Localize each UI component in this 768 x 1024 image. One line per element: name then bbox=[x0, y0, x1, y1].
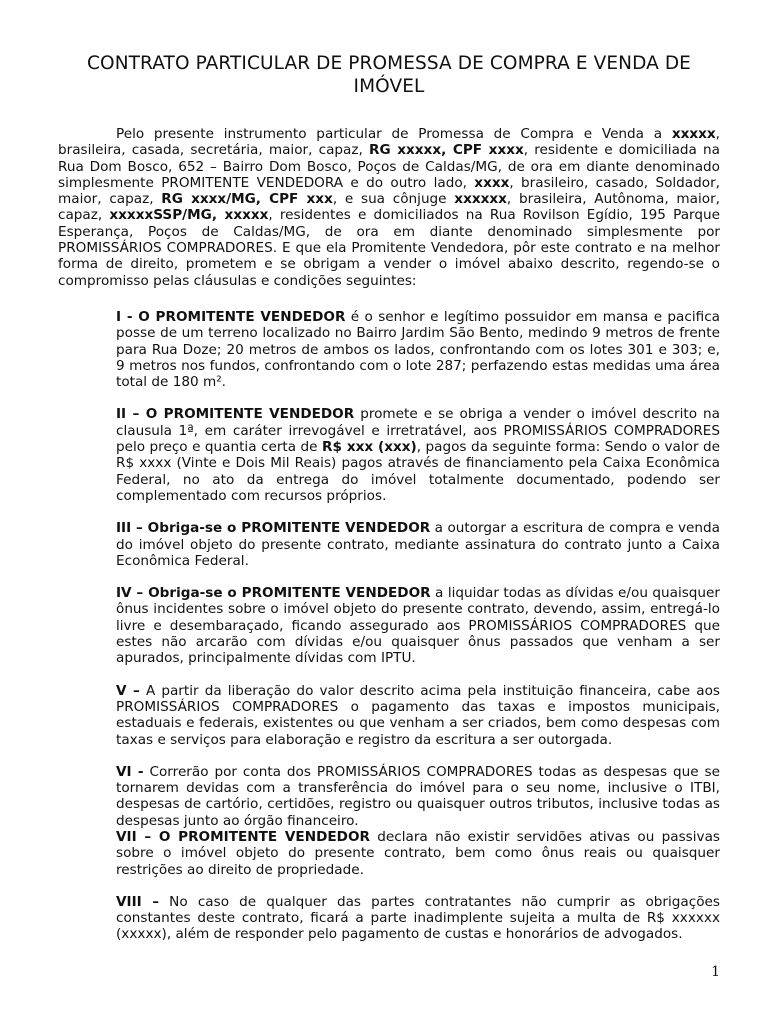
intro-paragraph bbox=[58, 126, 720, 289]
clause-paragraph bbox=[116, 309, 720, 390]
bold-text-segment: IV – Obriga-se o PROMITENTE VENDEDOR bbox=[116, 585, 431, 602]
bold-text-segment: III – Obriga-se o PROMITENTE VENDEDOR bbox=[116, 520, 431, 537]
bold-text-segment: V – bbox=[116, 682, 140, 699]
text-segment: A partir da liberação do valor descrito acima pela instituição financeira, cabe aos PROMISSÁRIOS COMPRADORES o pagamento das taxas e impostos municipais, estaduais e federais, existentes ou que venham a ser criados, bem como despesas com taxas e serviços para elaboração e registro da escritura a ser outorgada. bbox=[116, 682, 720, 748]
bold-text-segment: I - O PROMITENTE VENDEDOR bbox=[116, 308, 346, 325]
bold-text-segment: RG xxxx/MG, CPF xxx bbox=[161, 191, 333, 208]
bold-text-segment: VI - bbox=[116, 763, 144, 780]
bold-text-segment: R$ xxx (xxx) bbox=[322, 439, 417, 456]
text-segment: , pagos da seguinte forma: Sendo o valor de R$ xxxx (Vinte e Dois Mil Reais) pagos através de financiamento pela Caixa Econômica Federal, no ato da entrega do imóvel totalmente documentado, podendo ser complementado com recursos próprios. bbox=[116, 439, 721, 504]
clause-paragraph bbox=[116, 683, 720, 748]
text-segment: , brasileira, casada, secretária, maior, capaz, bbox=[58, 126, 720, 159]
bold-text-segment: RG xxxxx, CPF xxxx bbox=[369, 142, 524, 159]
text-segment: promete e se obriga a vender o imóvel descrito na clausula 1ª, em caráter irrevogável e irretratável, aos PROMISSÁRIOS COMPRADORES pelo preço e quantia certa de bbox=[116, 406, 720, 456]
clause-paragraph bbox=[116, 520, 720, 569]
text-segment: No caso de qualquer das partes contratantes não cumprir as obrigações constantes deste contrato, ficará a parte inadimplente sujeita a multa de R$ xxxxxx (xxxxx), além de responder pelo pagamento de custas e honorários de advogados. bbox=[116, 893, 720, 943]
bold-text-segment: II – O PROMITENTE VENDEDOR bbox=[116, 406, 355, 423]
text-segment: , residente e domiciliada na Rua Dom Bosco, 652 – Bairro Dom Bosco, Poços de Caldas/MG, de ora em diante denominado simplesmente PROMITENTE VENDEDORA e do outro lado, bbox=[58, 142, 720, 191]
text-segment: Pelo presente instrumento particular de Promessa de Compra e Venda a bbox=[116, 126, 672, 142]
text-segment: a liquidar todas as dívidas e/ou quaisquer ônus incidentes sobre o imóvel objeto do presente contrato, devendo, assim, entregá-lo livre e desembaraçado, ficando assegurado aos PROMISSÁRIOS COMPRADORES que estes não arcarão com dívidas e/ou quaisquer ônus passados que venham a ser apurados, principalmente dívidas com IPTU. bbox=[116, 585, 721, 667]
bold-text-segment: VII – O PROMITENTE VENDEDOR bbox=[116, 828, 370, 845]
page-number: 1 bbox=[711, 964, 720, 980]
clauses-list bbox=[58, 309, 720, 943]
text-segment: , e sua cônjuge bbox=[332, 191, 455, 208]
text-segment: é o senhor e legítimo possuidor em mansa e pacifica posse de um terreno localizado no Bairro Jardim São Bento, medindo 9 metros de frente para Rua Doze; 20 metros de ambos os lados, confrontando com os lotes 301 e 303; e, 9 metros nos fundos, confrontando com o lote 287; perfazendo estas medidas uma área total de 180 m². bbox=[116, 308, 721, 391]
text-segment: , brasileiro, casado, Soldador, maior, capaz, bbox=[58, 174, 720, 208]
text-segment: Correrão por conta dos PROMISSÁRIOS COMPRADORES todas as despesas que se tornarem devidas com a transferência do imóvel para o seu nome, inclusive o ITBI, despesas de cartório, certidões, registro ou quaisquer outros tributos, inclusive todas as despesas junto ao órgão financeiro. bbox=[116, 763, 720, 829]
text-segment: , brasileira, Autônoma, maior, capaz, bbox=[58, 191, 721, 224]
text-segment: a outorgar a escritura de compra e venda do imóvel objeto do presente contrato, mediante assinatura do contrato junto a Caixa Econômica Federal. bbox=[116, 520, 720, 569]
text-segment: , residentes e domiciliados na Rua Rovilson Egídio, 195 Parque Esperança, Poços de Caldas/MG, de ora em diante denominado simplesmente por PROMISSÁRIOS COMPRADORES. E que ela Promitente Vendedora, pôr este contrato e na melhor forma de direito, prometem e se obrigam a vender o imóvel abaixo descrito, regendo-se o compromisso pelas cláusulas e condições seguintes: bbox=[58, 207, 720, 289]
bold-text-segment: xxxxxx bbox=[454, 191, 507, 208]
text-segment: declara não existir servidões ativas ou passivas sobre o imóvel objeto do presente contrato, bem como ônus reais ou quaisquer restrições ao direito de propriedade. bbox=[116, 828, 720, 878]
bold-text-segment: VIII – bbox=[116, 893, 160, 910]
clause-paragraph bbox=[116, 406, 720, 504]
bold-text-segment: xxxxxSSP/MG, xxxxx bbox=[109, 207, 269, 224]
document-title: CONTRATO PARTICULAR DE PROMESSA DE COMPRA E VENDA DE IMÓVEL bbox=[87, 53, 691, 97]
clause-paragraph bbox=[116, 829, 720, 878]
clause-paragraph bbox=[116, 764, 720, 829]
bold-text-segment: xxxx bbox=[474, 174, 510, 191]
clause-paragraph bbox=[116, 585, 720, 666]
bold-text-segment: xxxxx bbox=[671, 126, 716, 142]
clause-paragraph bbox=[116, 894, 720, 943]
